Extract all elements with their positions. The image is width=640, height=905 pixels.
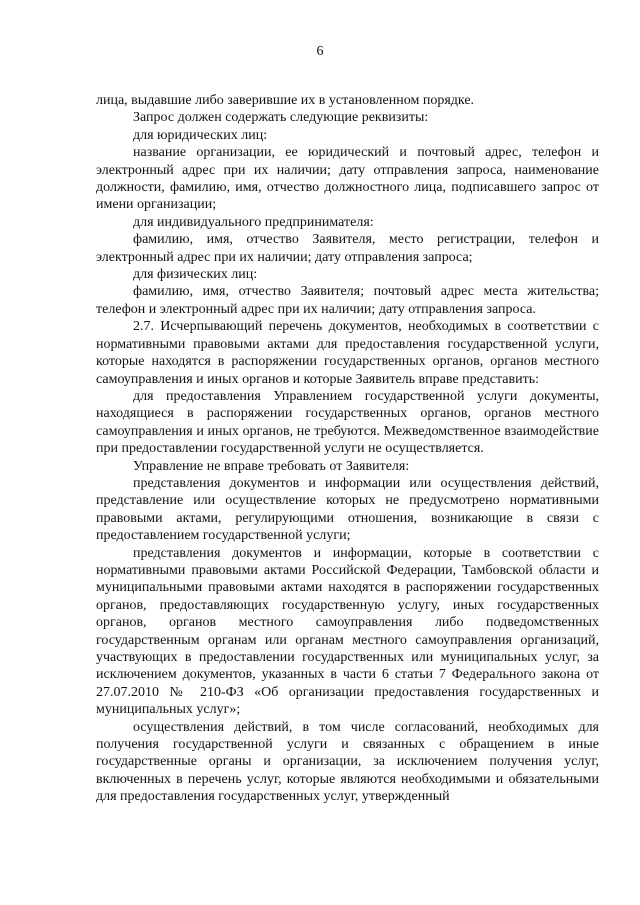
body-text [96,92,599,806]
paragraph-continuation: лица, выдавшие либо заверившие их в установленном порядке. [96,93,475,108]
paragraph-legal-entities-details: название организации, ее юридический и почтовый адрес, телефон и электронный адрес при их наличии; дату отправления запроса, наименование должности, фамилию, имя, отчество должностного лица, подписавшего запрос от имени организации; [96,145,599,213]
paragraph-entrepreneur-details: фамилию, имя, отчество Заявителя, место регистрации, телефон и электронный адрес при их наличии; дату отправления запроса; [96,232,599,265]
paragraph-request-requisites: Запрос должен содержать следующие реквизиты: [133,110,429,126]
paragraph-entrepreneur: для индивидуального предпринимателя: [133,214,374,230]
paragraph-documents-not-required: для предоставления Управлением государственной услуги документы, находящиеся в распоряжении государственных органов, органов местного самоуправления и иных органов, не требуются. Межведомственное взаимодействие при предоставлении государственной услуги не осуществляется. [96,388,599,457]
paragraph-not-entitled: Управление не вправе требовать от Заявителя: [133,458,410,474]
paragraph-legal-entities: для юридических лиц: [133,127,268,143]
paragraph-item-documents-in-possession: представления документов и информации, которые в соответствии с нормативными правовыми актами Российской Федерации, Тамбовской области и муниципальными правовыми актами находятся в распоряжении государственных органов, предоставляющих государственную услугу, иных государственных органов, органов местного самоуправления либо подведомственных государственным органам или органам местного самоуправления организаций, участвующих в предоставлении государственных или муниципальных услуг, за исключением документов, указанных в части 6 статьи 7 Федерального закона от 27.07.2010 № 210-ФЗ «Об организации предоставления государственных и муниципальных услуг»; [96,545,599,718]
paragraph-section-2-7: 2.7. Исчерпывающий перечень документов, необходимых в соответствии с нормативными правовыми актами для предоставления государственной услуги, которые находятся в распоряжении государственных органов, органов местного самоуправления и иных органов и которые Заявитель вправе представить: [96,319,599,387]
paragraph-item-approvals: осуществления действий, в том числе согласований, необходимых для получения государственной услуги и связанных с обращением в иные государственные органы и организации, за исключением получения услуг, включенных в перечень услуг, которые являются необходимыми и обязательными для предоставления государственных услуг, утвержденный [96,719,599,805]
paragraph-item-documents-actions: представления документов и информации или осуществления действий, представление или осуществление которых не предусмотрено нормативными правовыми актами, регулирующими отношения, возникающие в связи с предоставлением государственной услуги; [96,475,599,544]
paragraph-individuals: для физических лиц: [133,267,258,283]
paragraph-individuals-details: фамилию, имя, отчество Заявителя; почтовый адрес места жительства; телефон и электронный адрес при их наличии; дату отправления запроса. [96,284,599,317]
page-number: 6 [316,44,324,59]
